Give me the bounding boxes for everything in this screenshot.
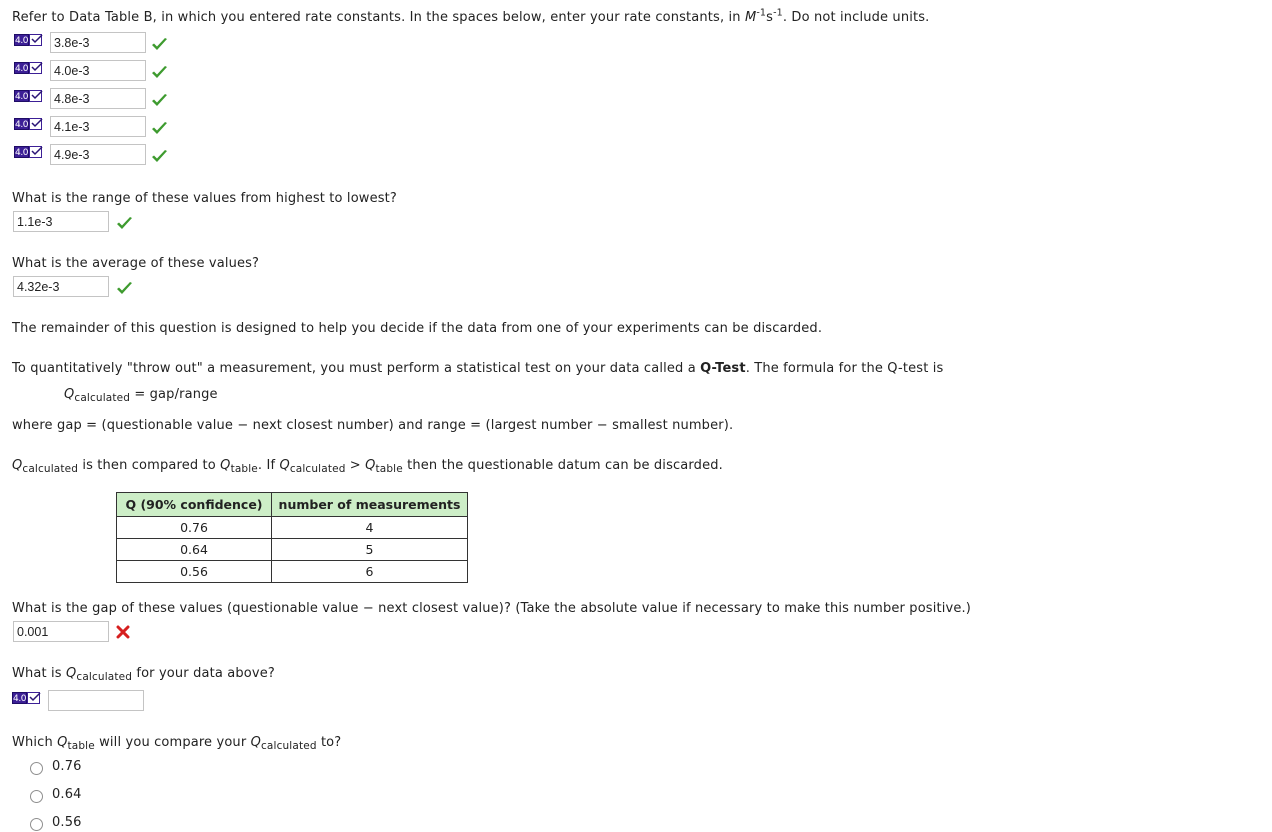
correct-check-icon [151,149,168,163]
unit-m: M [744,10,757,25]
radio-choice-1[interactable] [30,762,43,775]
sig-fig-icon[interactable] [12,692,40,705]
gap-input[interactable] [13,621,109,642]
calculated-subscript: calculated [76,671,133,683]
table-cell-n: 5 [272,539,468,561]
intro-text-main: Refer to Data Table B, in which you entered rate constants. In the spaces below, enter your rate constants, in [12,10,745,25]
formula-rhs: = gap/range [130,387,218,402]
qtest-name: Q-Test [700,361,746,376]
calculated-subscript: calculated [22,463,79,475]
unit-s: s [766,10,774,25]
rate-constant-input-2[interactable] [50,60,146,81]
qcalc-input[interactable] [48,690,144,711]
sig-fig-label: 4.0 [15,120,29,130]
correct-check-icon [116,281,133,295]
q-symbol: Q [64,387,75,402]
unit-m-exponent: -1 [756,7,767,19]
correct-check-icon [116,216,133,230]
qtest-compare [12,458,723,474]
calculated-subscript: calculated [74,392,131,404]
range-question: What is the range of these values from highest to lowest? [12,191,397,206]
average-input[interactable] [13,276,109,297]
calculated-subscript: calculated [289,463,346,475]
q-symbol: Q [250,735,261,750]
average-question: What is the average of these values? [12,256,260,271]
rate-constant-input-5[interactable] [50,144,146,165]
table-cell-n: 6 [272,561,468,583]
table-header-measurements: number of measurements [272,493,468,517]
radio-choice-3[interactable] [30,818,43,831]
qtest-intro [12,361,943,377]
qcalc-question [12,666,275,682]
table-cell-q: 0.64 [117,539,272,561]
qcalc-question-end: for your data above? [132,666,275,681]
correct-check-icon [151,37,168,51]
q-symbol: Q [12,458,23,473]
correct-check-icon [151,65,168,79]
qtest-formula [64,387,218,403]
table-subscript: table [230,463,258,475]
which-text: Which [12,735,58,750]
sig-fig-icon[interactable] [14,118,42,131]
which-question [12,735,341,751]
sig-fig-label: 4.0 [15,148,29,158]
choice-label: 0.56 [52,815,82,830]
qcalc-question-text: What is [12,666,67,681]
incorrect-x-icon [116,625,130,639]
intro-text [12,7,930,26]
q-value-table [116,492,468,583]
which-text: will you compare your [94,735,251,750]
q-symbol: Q [220,458,231,473]
sig-fig-label: 4.0 [15,36,29,46]
compare-text: is then compared to [78,458,221,473]
table-subscript: table [67,740,95,752]
sig-fig-icon[interactable] [14,34,42,47]
unit-s-exponent: -1 [773,7,783,19]
table-row [117,561,468,583]
compare-text: > [345,458,366,473]
q-symbol: Q [66,666,77,681]
choice-label: 0.64 [52,787,82,802]
range-input[interactable] [13,211,109,232]
q-symbol: Q [365,458,376,473]
remainder-text: The remainder of this question is designed to help you decide if the data from one of your experiments can be discarded. [12,321,823,336]
sig-fig-label: 4.0 [15,92,29,102]
compare-text: . If [257,458,280,473]
qtest-intro-end: . The formula for the Q-test is [745,361,944,376]
table-row [117,517,468,539]
gap-question: What is the gap of these values (questionable value − next closest value)? (Take the absolute value if necessary to make this number positive.) [12,601,971,616]
table-cell-q: 0.56 [117,561,272,583]
choice-label: 0.76 [52,759,82,774]
sig-fig-icon[interactable] [14,146,42,159]
correct-check-icon [151,121,168,135]
sig-fig-label: 4.0 [15,64,29,74]
intro-text-end: . Do not include units. [782,10,930,25]
rate-constant-input-4[interactable] [50,116,146,137]
table-subscript: table [375,463,403,475]
calculated-subscript: calculated [261,740,317,752]
correct-check-icon [151,93,168,107]
q-symbol: Q [279,458,290,473]
qtest-intro-text: To quantitatively "throw out" a measurement, you must perform a statistical test on your data called a [12,361,701,376]
sig-fig-icon[interactable] [14,62,42,75]
table-header-q: Q (90% confidence) [117,493,272,517]
table-cell-n: 4 [272,517,468,539]
which-text: to? [316,735,342,750]
table-cell-q: 0.76 [117,517,272,539]
table-row [117,539,468,561]
sig-fig-icon[interactable] [14,90,42,103]
rate-constant-input-1[interactable] [50,32,146,53]
table-header-row [117,493,468,517]
sig-fig-label: 4.0 [13,694,27,704]
qtest-where: where gap = (questionable value − next closest number) and range = (largest number − smallest number). [12,418,734,433]
radio-choice-2[interactable] [30,790,43,803]
q-symbol: Q [57,735,68,750]
compare-text: then the questionable datum can be discarded. [402,458,723,473]
rate-constant-input-3[interactable] [50,88,146,109]
